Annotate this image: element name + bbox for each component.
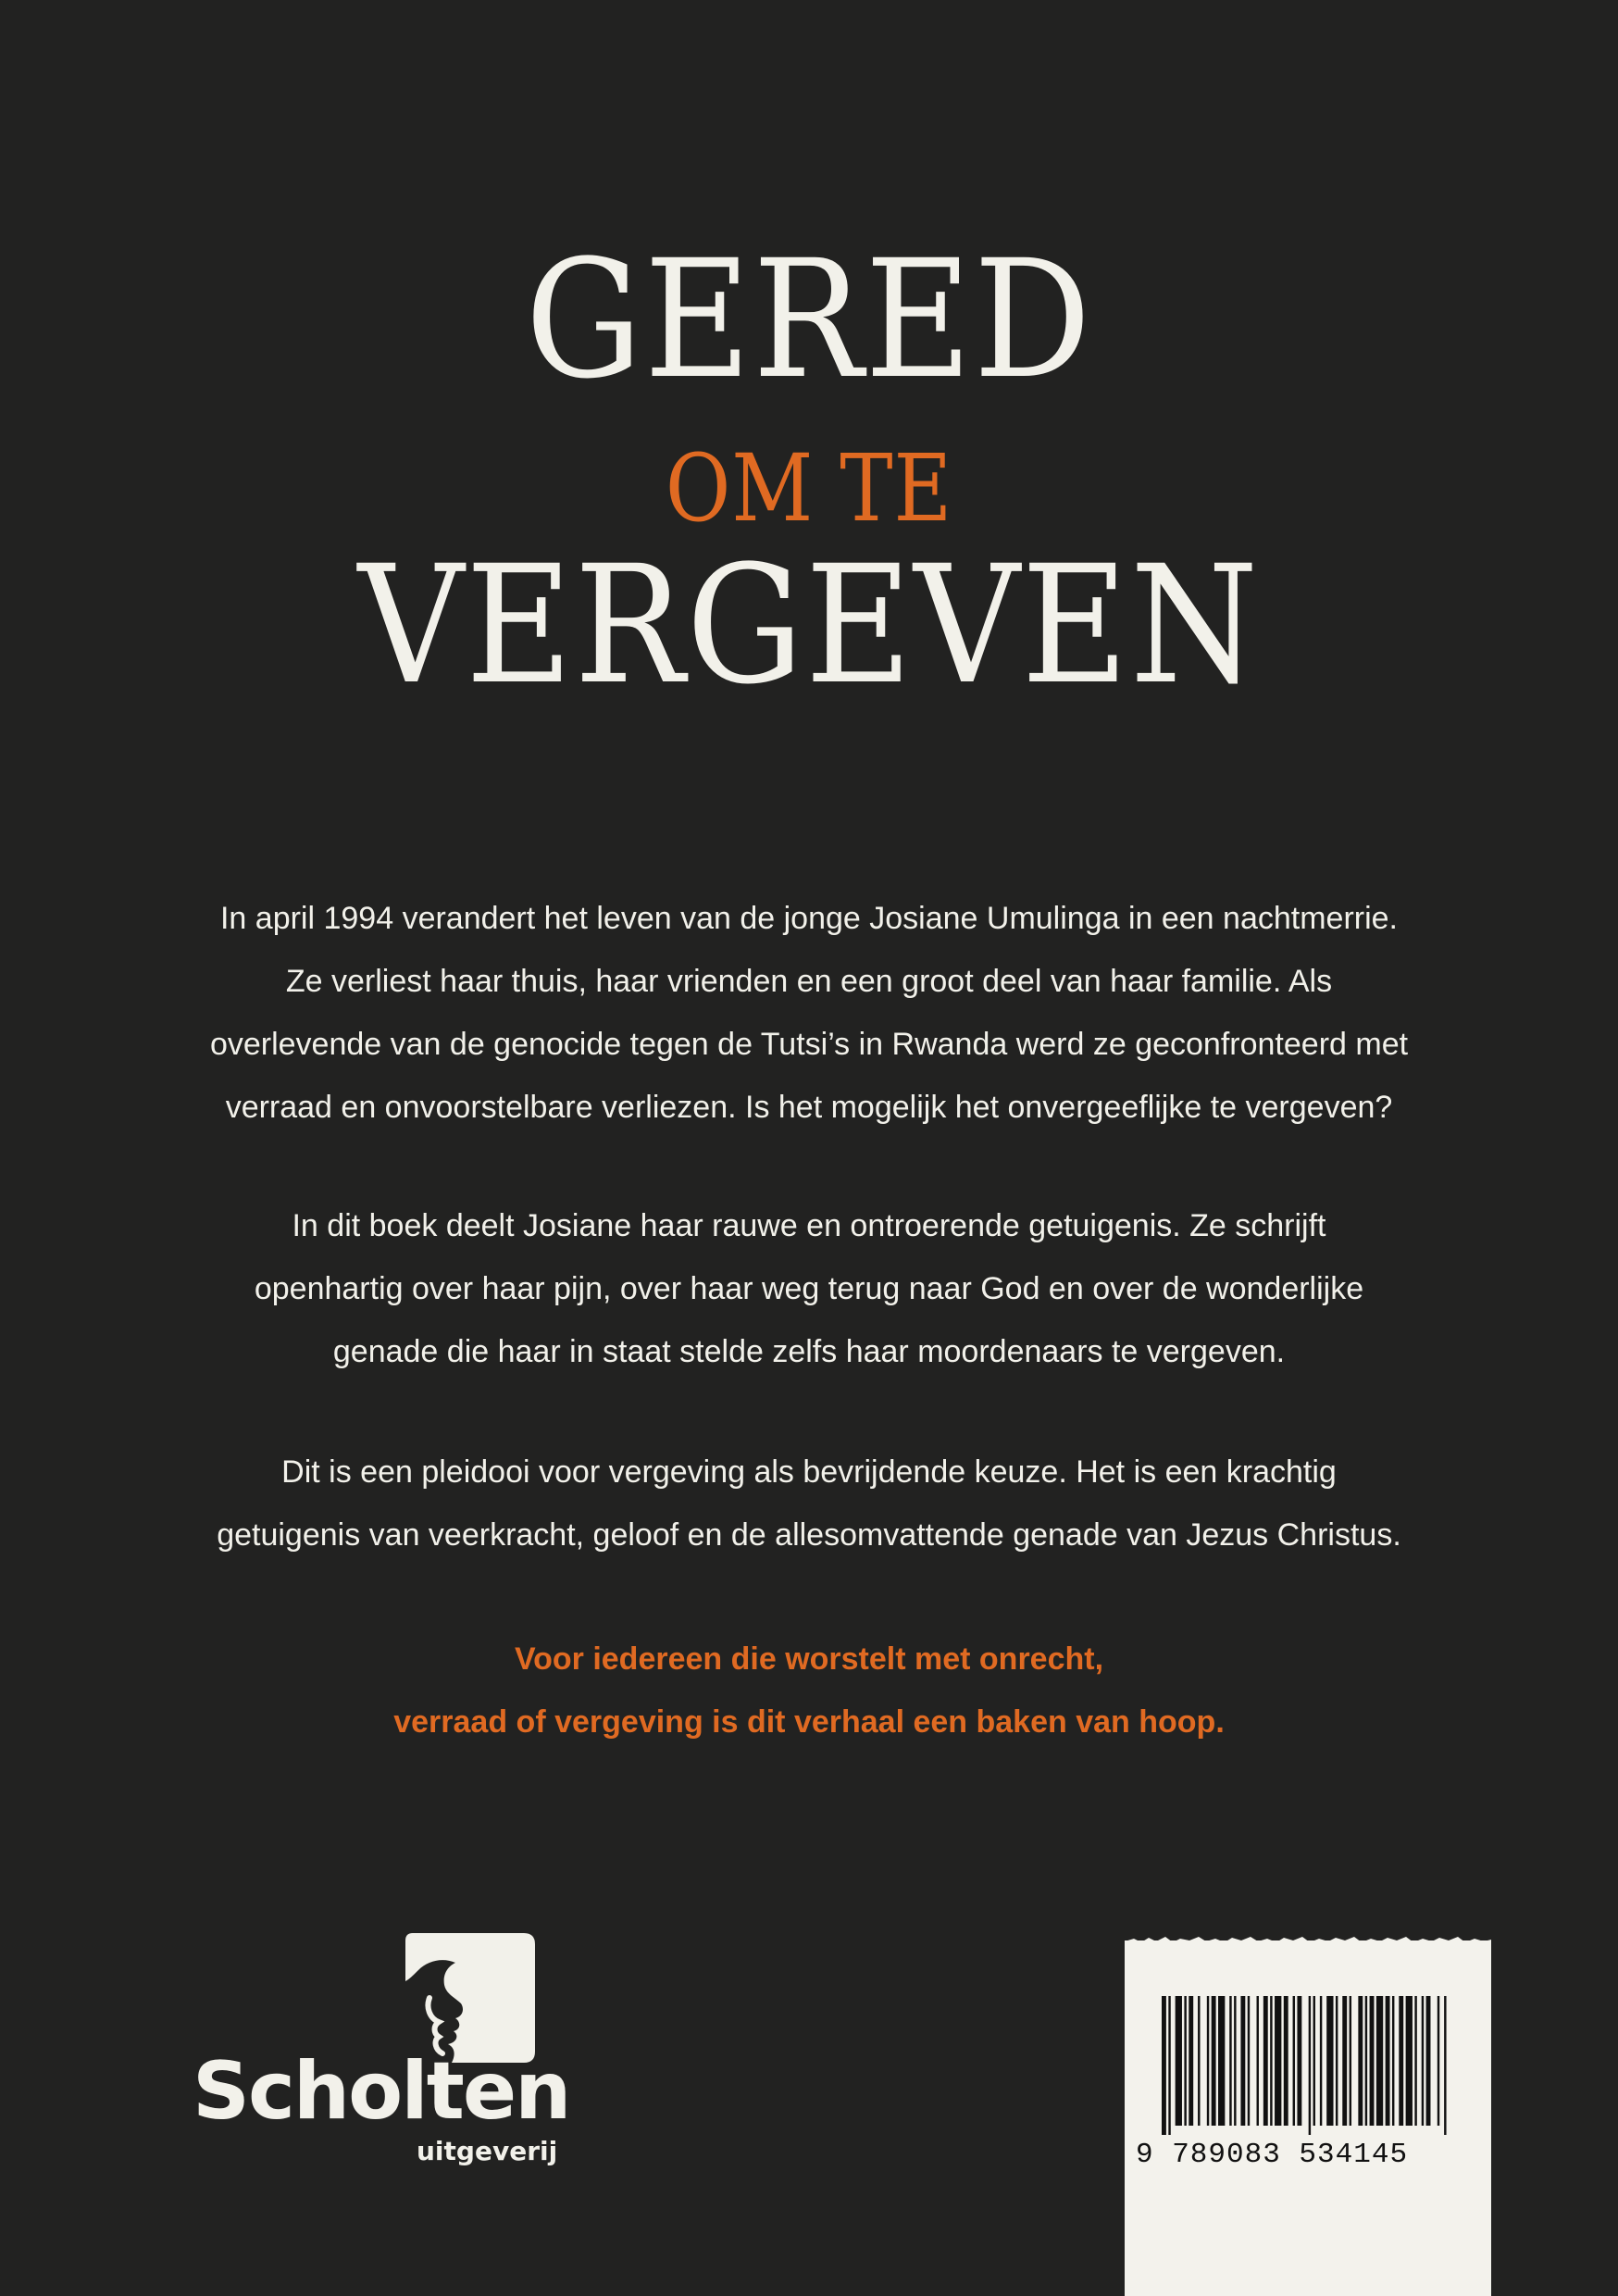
barcode-bar: [1336, 1996, 1338, 2126]
barcode-bar: [1270, 1996, 1272, 2126]
blurb-line: overlevende van de genocide tegen de Tutsi’s in Rwanda werd ze geconfronteerd met: [209, 1027, 1409, 1062]
blurb-line: verraad en onvoorstelbare verliezen. Is het mogelijk het onvergeeflijke te vergeven?: [225, 1090, 1393, 1125]
barcode-bar: [1414, 1996, 1416, 2126]
blurb-paragraph-3: [139, 1441, 1479, 1566]
barcode-bar: [1263, 1996, 1268, 2126]
barcode-bar: [1438, 1996, 1439, 2126]
barcode-bar: [1184, 1996, 1186, 2126]
barcode-bar: [1320, 1996, 1322, 2126]
barcode-bar: [1370, 1996, 1375, 2126]
publisher-logo: [193, 1933, 570, 2166]
barcode-bar: [1426, 1996, 1431, 2126]
barcode-bar: [1297, 1996, 1301, 2126]
barcode-bar: [1392, 1996, 1394, 2126]
barcode-bar: [1284, 1996, 1288, 2126]
blurb-line: getuigenis van veerkracht, geloof en de allesomvattende genade van Jezus Christus.: [217, 1517, 1401, 1553]
barcode-bar: [1313, 1996, 1315, 2126]
blurb-line: Dit is een pleidooi voor vergeving als bevrijdende keuze. Het is een krachtig: [281, 1454, 1337, 1490]
tagline-line: Voor iedereen die worstelt met onrecht,: [514, 1641, 1104, 1677]
publisher-subline: uitgeverij: [417, 2136, 558, 2166]
blurb-line: In dit boek deelt Josiane haar rauwe en ontroerende getuigenis. Ze schrijft: [292, 1208, 1326, 1243]
tagline-line: verraad of vergeving is dit verhaal een baken van hoop.: [393, 1704, 1225, 1740]
barcode-bar: [1342, 1996, 1347, 2126]
barcode-bar: [1422, 1996, 1424, 2126]
barcode-bar: [1168, 1996, 1170, 2135]
barcode-bar: [1376, 1996, 1383, 2126]
barcode-bar: [1162, 1996, 1166, 2135]
profile-face-logo-icon: [405, 1933, 535, 2063]
barcode-bar: [1218, 1996, 1225, 2126]
publisher-name: Scholten: [193, 2045, 570, 2138]
barcode-bar: [1406, 1996, 1413, 2126]
title-line-om-te: OM TE: [665, 434, 953, 543]
barcode-bar: [1176, 1996, 1182, 2126]
barcode-bar: [1358, 1996, 1363, 2126]
barcode-bar: [1248, 1996, 1250, 2126]
barcode-icon: [1162, 1996, 1449, 2135]
barcode-bar: [1365, 1996, 1367, 2126]
barcode-bar: [1212, 1996, 1216, 2126]
barcode-bar: [1309, 1996, 1311, 2135]
barcode-bar: [1198, 1996, 1200, 2126]
blurb-line: genade die haar in staat stelde zelfs haar moordenaars te vergeven.: [332, 1334, 1286, 1369]
barcode-bar: [1240, 1996, 1245, 2126]
barcode-bar: [1234, 1996, 1236, 2126]
barcode-bar: [1293, 1996, 1295, 2126]
title-line-gered: GERED: [525, 225, 1093, 415]
barcode-bar: [1275, 1996, 1281, 2126]
blurb-paragraph-2: [139, 1194, 1479, 1383]
tagline: [139, 1628, 1479, 1753]
barcode-bar: [1350, 1996, 1351, 2126]
title-line-vergeven: VERGEVEN: [357, 530, 1261, 720]
barcode-bar: [1207, 1996, 1209, 2126]
barcode-bar: [1189, 1996, 1193, 2126]
blurb-line: Ze verliest haar thuis, haar vrienden en een groot deel van haar familie. Als: [285, 964, 1333, 999]
barcode-bar: [1257, 1996, 1259, 2126]
blurb-paragraph-1: [139, 887, 1479, 1139]
blurb-line: In april 1994 verandert het leven van de jonge Josiane Umulinga in een nachtmerrie.: [219, 901, 1398, 936]
isbn-number: 9 789083 534145: [1136, 2139, 1409, 2171]
barcode-bar: [1386, 1996, 1390, 2126]
blurb-line: openhartig over haar pijn, over haar weg terug naar God en over de wonderlijke: [254, 1271, 1364, 1306]
barcode-bar: [1229, 1996, 1231, 2126]
barcode-bar: [1444, 1996, 1446, 2135]
barcode-bar: [1326, 1996, 1333, 2126]
barcode-sticker: [1125, 1940, 1491, 2296]
barcode-bar: [1399, 1996, 1403, 2126]
torn-edge: [1125, 1935, 1491, 1948]
